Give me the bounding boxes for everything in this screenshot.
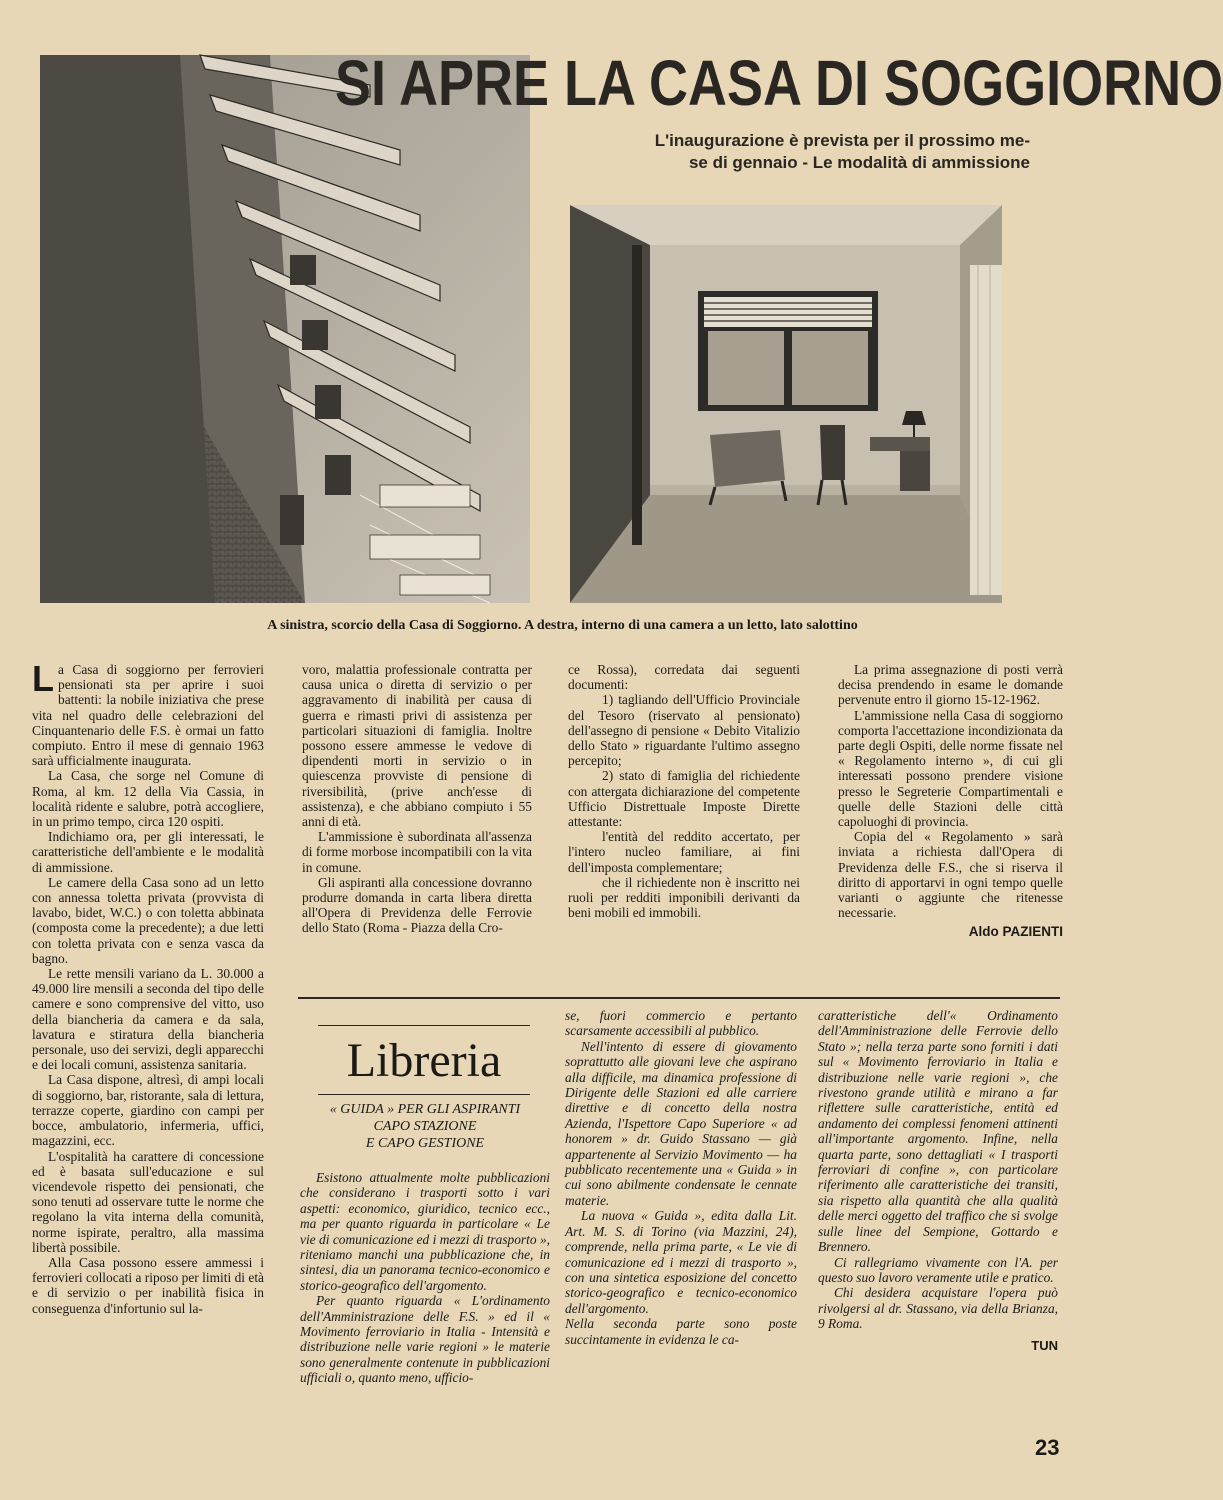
article-paragraph: Alla Casa possono essere ammessi i ferrovieri collocati a riposo per limiti di età e di servizio o per inabilità fisica in conseguenza d'infortunio sul la- [32, 1254, 264, 1316]
subtitle [610, 130, 1030, 174]
article-column-2 [302, 662, 532, 936]
article-paragraph: La prima assegnazione di posti verrà decisa prendendo in esame le domande pervenute entro il giorno 15-12-1962. [838, 662, 1063, 708]
article-paragraph: che il richiedente non è inscritto nei ruoli per redditi imponibili derivanti da beni mobili ed immobili. [568, 874, 800, 921]
article-paragraph: ce Rossa), corredata dai seguenti documenti: [568, 662, 800, 693]
article-paragraph: Le camere della Casa sono ad un letto con annessa toletta privata (provvista di lavabo, bidet, W.C.) o con toletta abbinata (composta come la precedente); a due letti con toletta privata con e senza vasca da bagno. [32, 874, 264, 966]
libreria-paragraph: Per quanto riguarda « L'ordinamento dell'Amministrazione delle F.S. » ed il « Movimento ferroviario in Italia - Intensità e distribuzione nelle varie regioni » le materie sono generalmente contenute in pubblicazioni ufficiali o, quanto meno, ufficio- [300, 1293, 550, 1386]
article-paragraph: L'ospitalità ha carattere di concessione ed è basata sull'educazione e sul vicendevole rispetto dei pensionati, che sono tenuti ad osservare tutte le norme che regolano la vita interna della comunità, norme ispirate, peraltro, alla massima libertà possibile. [32, 1148, 264, 1255]
article-paragraph: voro, malattia professionale contratta per causa unica o diretta di servizio o per aggravamento di inabilità per causa di guerra e rimasti privi di assistenza per particolari situazioni di famiglia. Inoltre possono essere ammesse le vedove di dipendenti morti in servizio o in quiescenza provviste di pensione di riversibilità, (prive anch'esse di assistenza), e che abbiano compiuto i 55 anni di età. [302, 662, 532, 830]
article-paragraph: l'entità del reddito accertato, per l'intero nucleo familiare, ai fini dell'imposta complementare; [568, 829, 800, 875]
libreria-paragraph: La nuova « Guida », edita dalla Lit. Art. M. S. di Torino (via Mazzini, 24), comprende, nella prima parte, « Le vie di comunicazione ed i mezzi di trasporto », con una sintetica esposizione del concetto storico-geografico e tecnico-economico dell'argomento. [565, 1208, 797, 1316]
libreria-signature: TUN [1031, 1337, 1058, 1353]
subtitle-line-1: L'inaugurazione è prevista per il prossimo me- [654, 131, 1030, 150]
libreria-title: Libreria [318, 1025, 530, 1095]
article-paragraph: 1) tagliando dell'Ufficio Provinciale del Tesoro (riservato al pensionato) dell'assegno di pensione « Debito Vitalizio dello Stato » riguardante l'ultimo assegno percepito; [568, 692, 800, 769]
libreria-paragraph: Esistono attualmente molte pubblicazioni che considerano i trasporti sotto i vari aspetti: economico, giuridico, tecnico ecc., ma per quanto riguarda in particolare « Le vie di comunicazione ed i mezzi di trasporto », riteniamo manchi una pubblicazione che, in sintesi, dia un panorama tecnico-economico e storico-geografico dell'argomento. [300, 1170, 550, 1293]
article-paragraph: Copia del « Regolamento » sarà inviata a richiesta dall'Opera di Previdenza delle F.S., che si riserva il diritto di apportarvi in ogni tempo quelle varianti o aggiunte che ritenesse necessarie. [838, 829, 1063, 921]
building-photo [40, 55, 530, 603]
libreria-paragraph: Nella seconda parte sono poste succintamente in evidenza le ca- [565, 1316, 797, 1347]
libreria-heading-line: E CAPO GESTIONE [365, 1136, 485, 1151]
article-column-4 [838, 662, 1063, 940]
author-signature: Aldo PAZIENTI [968, 924, 1063, 940]
libreria-paragraph: Nell'intento di essere di giovamento soprattutto alle giovani leve che aspirano alla difficile, ma dinamica professione di Dirigente delle Stazioni ed alle carriere direttive e di concetto della nostra Azienda, l'Ispettore Capo Superiore « ad honorem » dr. Guido Stassano — già appartenente al Servizio Movimento — ha pubblicato recentemente una « Guida » in cui sono abilmente condensate le cennate materie. [565, 1038, 797, 1208]
article-column-3 [568, 662, 800, 920]
article-paragraph: La Casa dispone, altresì, di ampi locali di soggiorno, bar, ristorante, sala di lettura, terrazze coperte, giardino con campi per bocce, ambulatorio, infermeria, uffici, magazzini, ecc. [32, 1072, 264, 1149]
building-illustration [40, 55, 530, 603]
article-paragraph: 2) stato di famiglia del richiedente con attergata dichiarazione del competente Ufficio Distrettuale Imposte Dirette attestante: [568, 768, 800, 830]
photo-caption: A sinistra, scorcio della Casa di Soggiorno. A destra, interno di una camera a un letto, lato salottino [267, 618, 858, 633]
libreria-column-3 [818, 1008, 1058, 1353]
drop-cap: L [32, 658, 54, 699]
article-paragraph: Indichiamo ora, per gli interessati, le caratteristiche dell'ambiente e le modalità di ammissione. [32, 829, 264, 875]
article-column-1 [32, 658, 264, 1316]
article-paragraph: Gli aspiranti alla concessione dovranno produrre domanda in carta libera diretta all'Opera di Previdenza delle Ferrovie dello Stato (Roma - Piazza della Cro- [302, 874, 532, 936]
article-paragraph: La Casa di soggiorno per ferrovieri pensionati sta per aprire i suoi battenti: la nobile iniziativa che prese vita nel quadro delle celebrazioni del Cinquantenario delle F.S. è ormai un fatto compiuto. Entro il mese di gennaio 1963 sarà ufficialmente inaugurata. [32, 658, 264, 769]
article-paragraph: La Casa, che sorge nel Comune di Roma, al km. 12 della Via Cassia, in località ridente e salubre, potrà accogliere, in un primo tempo, circa 120 ospiti. [32, 768, 264, 830]
subtitle-line-2: se di gennaio - Le modalità di ammissione [688, 153, 1030, 172]
page-title: SI APRE LA CASA DI SOGGIORNO [335, 48, 1223, 120]
libreria-heading [300, 1101, 550, 1152]
libreria-column-1 [300, 1170, 550, 1386]
room-illustration [570, 205, 1002, 603]
libreria-column-2 [565, 1008, 797, 1347]
article-paragraph: Le rette mensili variano da L. 30.000 a 49.000 lire mensili a seconda del tipo delle camere e sono comprensive del vitto, uso della biancheria da camera e da sala, lavatura e stiratura della biancheria personale, uso dei servizi, degli apparecchi e dei locali comuni, assistenza sanitaria. [32, 966, 264, 1073]
page-number: 23 [1035, 1435, 1060, 1460]
libreria-heading-line: CAPO STAZIONE [373, 1119, 477, 1134]
libreria-heading-line: « GUIDA » PER GLI ASPIRANTI [329, 1102, 521, 1117]
libreria-paragraph: Ci rallegriamo vivamente con l'A. per questo suo lavoro veramente utile e pratico. [818, 1254, 1058, 1285]
libreria-paragraph: Chi desidera acquistare l'opera può rivolgersi al dr. Stassano, via della Brianza, 9 Roma. [818, 1285, 1058, 1332]
article-paragraph: L'ammissione è subordinata all'assenza di forme morbose incompatibili con la vita in comune. [302, 829, 532, 875]
libreria-paragraph: caratteristiche dell'« Ordinamento dell'Amministrazione delle Ferrovie dello Stato »; nella terza parte sono forniti i dati sul « Movimento ferroviario in Italia e distribuzione nelle varie regioni », che rivestono grande utilità e mirano a far riflettere sulle caratteristiche, entità ed andamento dei complessi fenomeni attinenti all'importante argomento. Infine, nella quarta parte, sono dettagliati « I trasporti ferroviari di confine », con particolare riferimento alle caratteristiche dei transiti, sia rispetto alla quantità che alla qualità delle merci oggetto del traffico che si svolge sulle linee del Sempione, Gottardo e Brennero. [818, 1008, 1058, 1255]
section-divider [298, 997, 1060, 999]
libreria-paragraph: se, fuori commercio e pertanto scarsamente accessibili al pubblico. [565, 1008, 797, 1039]
room-interior-photo [570, 205, 1002, 603]
article-paragraph: L'ammissione nella Casa di soggiorno comporta l'accettazione incondizionata da parte degli Ospiti, delle norme fissate nel « Regolamento interno », di cui gli interessati possono prendere visione presso le Segreterie Compartimentali e quelle delle Stazioni delle città capoluoghi di provincia. [838, 707, 1063, 830]
